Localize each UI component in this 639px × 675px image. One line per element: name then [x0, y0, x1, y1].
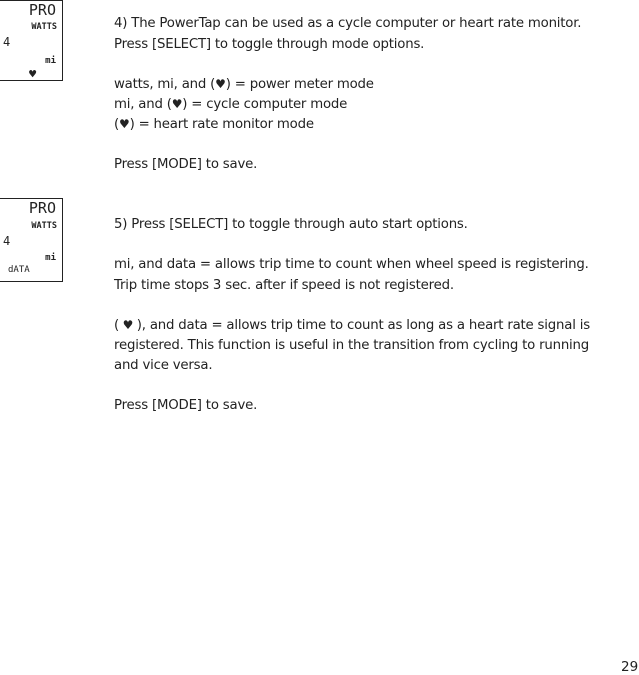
step5-line: Press [MODE] to save. — [114, 398, 258, 413]
step4-line: Press [SELECT] to toggle through mode options. — [114, 37, 425, 52]
text: ( — [114, 318, 119, 333]
lcd-distance: mi — [45, 56, 56, 66]
step4-line: 4) The PowerTap can be used as a cycle computer or heart rate monitor. — [114, 16, 582, 31]
lcd-distance: mi — [45, 253, 56, 263]
step5-line — [114, 318, 590, 333]
heart-icon: ♥ — [215, 77, 226, 91]
step4-line — [114, 77, 374, 92]
lcd-display-auto-start — [0, 198, 63, 282]
lcd-brand: PRO — [28, 1, 56, 19]
text: ) = power meter mode — [225, 77, 374, 92]
step5-line: and vice versa. — [114, 358, 213, 373]
heart-icon: ♥ — [119, 117, 130, 131]
step5-line: 5) Press [SELECT] to toggle through auto start options. — [114, 217, 468, 232]
text: mi, and ( — [114, 97, 172, 112]
lcd-brand: PRO — [28, 199, 56, 217]
step4-line — [114, 97, 347, 112]
text: ) = cycle computer mode — [182, 97, 348, 112]
heart-icon: ♥ — [119, 318, 137, 332]
lcd-mode: dATA — [8, 265, 30, 275]
page-number: 29 — [621, 659, 639, 675]
lcd-unit: WATTS — [31, 221, 57, 231]
step5-line: registered. This function is useful in the transition from cycling to running — [114, 338, 590, 353]
step4-line — [114, 117, 314, 132]
text: ) = heart rate monitor mode — [129, 117, 314, 132]
text: watts, mi, and ( — [114, 77, 216, 92]
lcd-unit: WATTS — [31, 22, 57, 32]
lcd-digit: 4 — [3, 234, 11, 248]
heart-icon: ♥ — [171, 97, 183, 111]
step4-line: Press [MODE] to save. — [114, 157, 258, 172]
step5-line: mi, and data = allows trip time to count when wheel speed is registering. — [114, 257, 589, 272]
heart-icon: ♥ — [29, 67, 37, 81]
lcd-digit: 4 — [3, 35, 11, 49]
text: ( — [114, 117, 119, 132]
text: ), and data = allows trip time to count as long as a heart rate signal is — [136, 318, 590, 333]
lcd-display-power-mode — [0, 0, 63, 81]
step5-line: Trip time stops 3 sec. after if speed is not registered. — [114, 278, 454, 293]
